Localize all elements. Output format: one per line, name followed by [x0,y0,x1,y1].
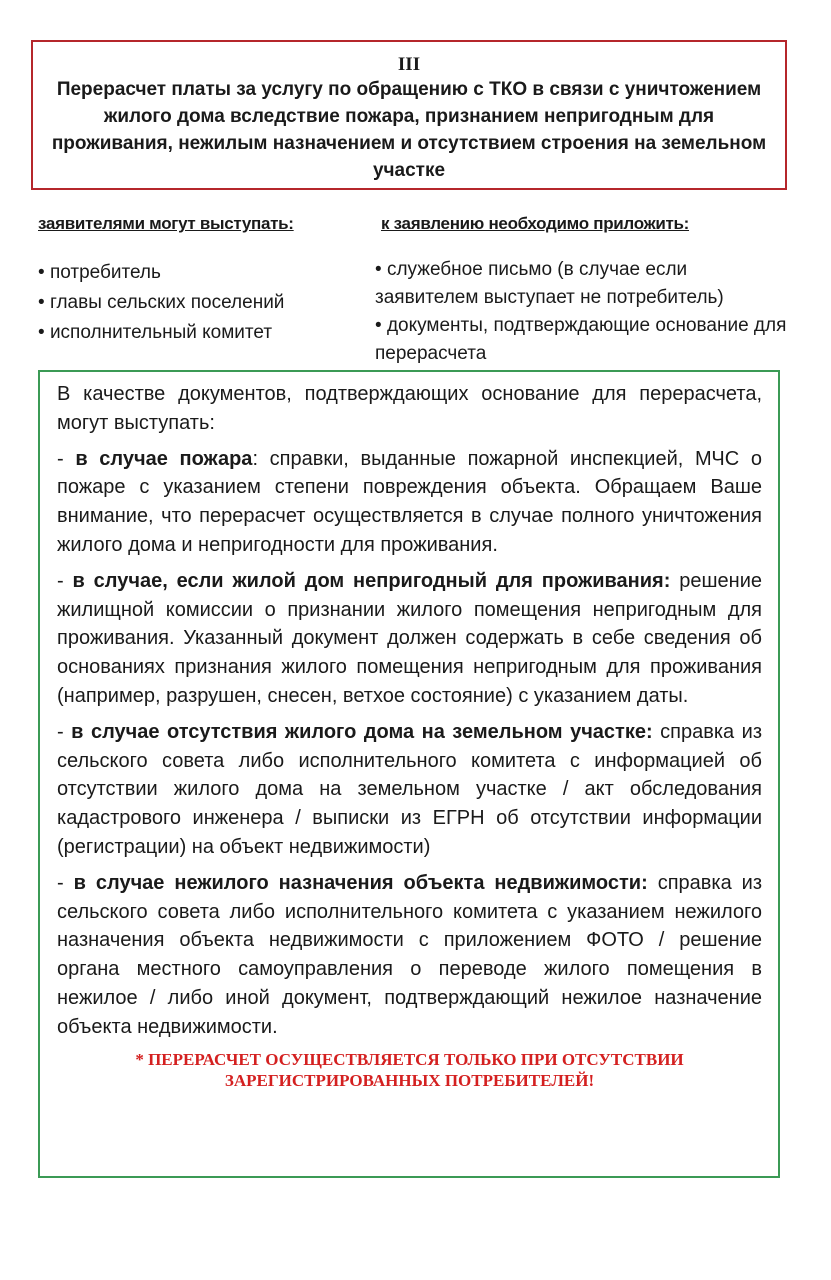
section-title: Перерасчет платы за услугу по обращению с ТКО в связи с уничтожением жилого дома вследствие пожара, признанием непригодным для проживания, нежилым назначением и отсутствием строения на земельном участке [51,79,767,181]
case-text: справка из сельского совета либо исполнительного комитета с указанием нежилого назначения объекта недвижимости с приложением ФОТО / решение органа местного самоуправления о переводе жилого помещения в нежилое / либо иной документ, подтверждающий нежилое назначение объекта недвижимости. [57,871,763,1038]
case-label: в случае отсутствия жилого дома на земельном участке: [71,720,653,743]
case-uninhabitable: - в случае, если жилой дом непригодный для проживания: решение жилищной комиссии о признании жилого помещения непригодным для проживания. Указанный документ должен содержать в себе сведения об основаниях признания жилого помещения непригодным для проживания (например, разрушен, снесен, ветхое состояние) с указанием даты. [57,569,762,707]
section-number: III [397,54,421,75]
documents-intro: В качестве документов, подтверждающих основание для перерасчета, могут выступать: [57,383,762,434]
attachments-list [375,256,795,368]
list-item: • служебное письмо (в случае если заявителем выступает не потребитель) [375,259,724,308]
warning-note: * ПЕРЕРАСЧЕТ ОСУЩЕСТВЛЯЕТСЯ ТОЛЬКО ПРИ ОТСУТСТВИИ ЗАРЕГИСТРИРОВАННЫХ ПОТРЕБИТЕЛЕЙ! [135,1049,684,1090]
attachments-heading: к заявлению необходимо приложить: [381,214,690,233]
list-item: • потребитель [38,258,284,288]
list-item: • исполнительный комитет [38,318,284,348]
case-label: в случае нежилого назначения объекта недвижимости: [73,871,648,894]
case-text: решение жилищной комиссии о признании жилого помещения непригодным для проживания. Указанный документ должен содержать в себе сведения об основаниях признания жилого помещения непригодным для проживания (например, разрушен, снесен, ветхое состояние) с указанием даты. [57,569,762,707]
section-title-box [31,40,787,190]
case-label: в случае, если жилой дом непригодный для проживания: [72,569,671,592]
case-no-house: - в случае отсутствия жилого дома на земельном участке: справка из сельского совета либо исполнительного комитета с информацией об отсутствии жилого дома на земельном участке / акт обследования кадастрового инженера / выписки из ЕГРН об отсутствии информации (регистрации) на объект недвижимости) [57,720,763,858]
case-non-residential: - в случае нежилого назначения объекта недвижимости: справка из сельского совета либо исполнительного комитета с указанием нежилого назначения объекта недвижимости с приложением ФОТО / решение органа местного самоуправления о переводе жилого помещения в нежилое / либо иной документ, подтверждающий нежилое назначение объекта недвижимости. [57,871,763,1038]
case-fire: - в случае пожара: справки, выданные пожарной инспекцией, МЧС о пожаре с указанием степени повреждения объекта. Обращаем Ваше внимание, что перерасчет осуществляется в случае полного уничтожения жилого дома и непригодности для проживания. [57,447,762,556]
applicants-heading: заявителями могут выступать: [38,214,294,233]
list-item: • главы сельских поселений [38,288,284,318]
documents-box [38,370,780,1178]
case-text: справка из сельского совета либо исполнительного комитета с информацией об отсутствии жилого дома на земельном участке / акт обследования кадастрового инженера / выписки из ЕГРН об отсутствии информации (регистрации) на объект недвижимости) [57,720,763,858]
case-label: в случае пожара [75,447,253,470]
case-text: справки, выданные пожарной инспекцией, МЧС о пожаре с указанием степени повреждения объекта. Обращаем Ваше внимание, что перерасчет осуществляется в случае полного уничтожения жилого дома и непригодности для проживания. [57,447,762,556]
applicants-list [38,258,284,348]
list-item: • документы, подтверждающие основание для перерасчета [375,315,787,364]
